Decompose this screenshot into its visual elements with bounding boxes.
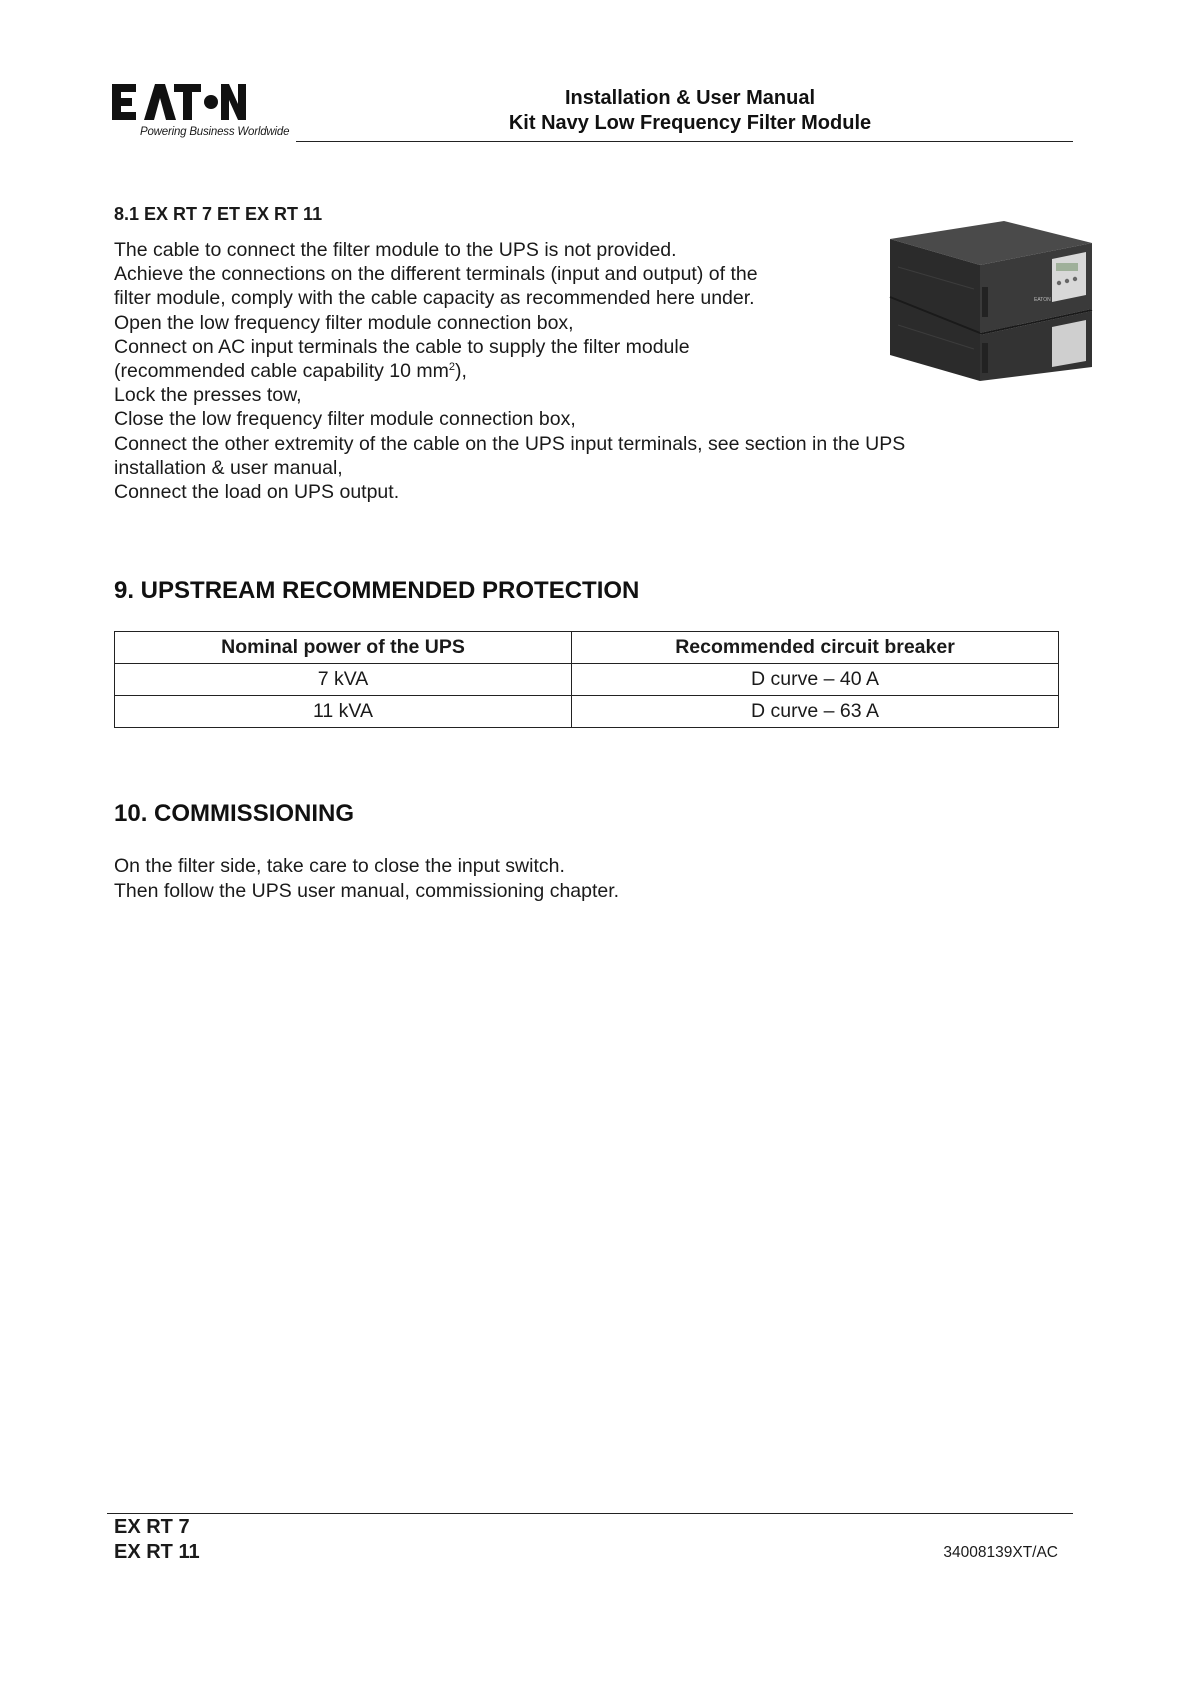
footer-document-code: 34008139XT/AC bbox=[943, 1544, 1058, 1561]
section-9-heading: 9. UPSTREAM RECOMMENDED PROTECTION bbox=[114, 577, 640, 604]
table-cell-power: 11 kVA bbox=[115, 696, 572, 728]
body-line: filter module, comply with the cable capacity as recommended here under. bbox=[114, 287, 755, 310]
body-line: installation & user manual, bbox=[114, 456, 343, 479]
ups-product-image bbox=[884, 217, 1096, 381]
section-8-1-body bbox=[114, 238, 905, 504]
table-row bbox=[115, 664, 1059, 696]
table-row bbox=[115, 696, 1059, 728]
table-cell-power: 7 kVA bbox=[115, 664, 572, 696]
protection-table bbox=[114, 631, 1059, 728]
header-divider bbox=[296, 141, 1073, 142]
section-10-body bbox=[114, 854, 619, 904]
body-line: Connect the load on UPS output. bbox=[114, 481, 400, 504]
table-cell-breaker: D curve – 40 A bbox=[572, 664, 1059, 696]
eaton-logo bbox=[112, 84, 288, 146]
column-header-nominal-power: Nominal power of the UPS bbox=[115, 632, 572, 664]
section-10-heading: 10. COMMISSIONING bbox=[114, 800, 355, 827]
header-title-line2: Kit Navy Low Frequency Filter Module bbox=[508, 112, 872, 134]
header-title-line1: Installation & User Manual bbox=[564, 87, 816, 109]
footer-divider bbox=[107, 1513, 1073, 1514]
body-line: Close the low frequency filter module connection box, bbox=[114, 408, 576, 431]
cable-capability-close: ), bbox=[455, 360, 467, 383]
footer-model-line2: EX RT 11 bbox=[114, 1541, 200, 1563]
body-line: Then follow the UPS user manual, commissioning chapter. bbox=[114, 880, 620, 902]
body-line: The cable to connect the filter module to the UPS is not provided. bbox=[114, 239, 677, 261]
svg-text:EATON: EATON bbox=[1034, 297, 1051, 303]
logo-tagline: Powering Business Worldwide bbox=[140, 126, 290, 138]
eaton-logo-mark bbox=[112, 84, 246, 122]
body-line-cable-capability bbox=[114, 359, 905, 383]
cable-capability-text: (recommended cable capability 10 mm bbox=[114, 360, 449, 383]
body-line: Open the low frequency filter module connection box, bbox=[114, 311, 574, 334]
body-line: On the filter side, take care to close the input switch. bbox=[114, 855, 565, 877]
body-line: Achieve the connections on the different terminals (input and output) of the bbox=[114, 263, 758, 286]
column-header-circuit-breaker: Recommended circuit breaker bbox=[572, 632, 1059, 664]
body-line: Lock the presses tow, bbox=[114, 384, 302, 407]
footer-model-line1: EX RT 7 bbox=[114, 1516, 190, 1538]
section-8-1-heading: 8.1 EX RT 7 ET EX RT 11 bbox=[114, 204, 323, 224]
superscript-2: 2 bbox=[448, 361, 456, 374]
table-cell-breaker: D curve – 63 A bbox=[572, 696, 1059, 728]
table-header-row bbox=[115, 632, 1059, 664]
body-line: Connect the other extremity of the cable on the UPS input terminals, see section in the UPS bbox=[114, 432, 906, 455]
body-line: Connect on AC input terminals the cable to supply the filter module bbox=[114, 335, 690, 358]
